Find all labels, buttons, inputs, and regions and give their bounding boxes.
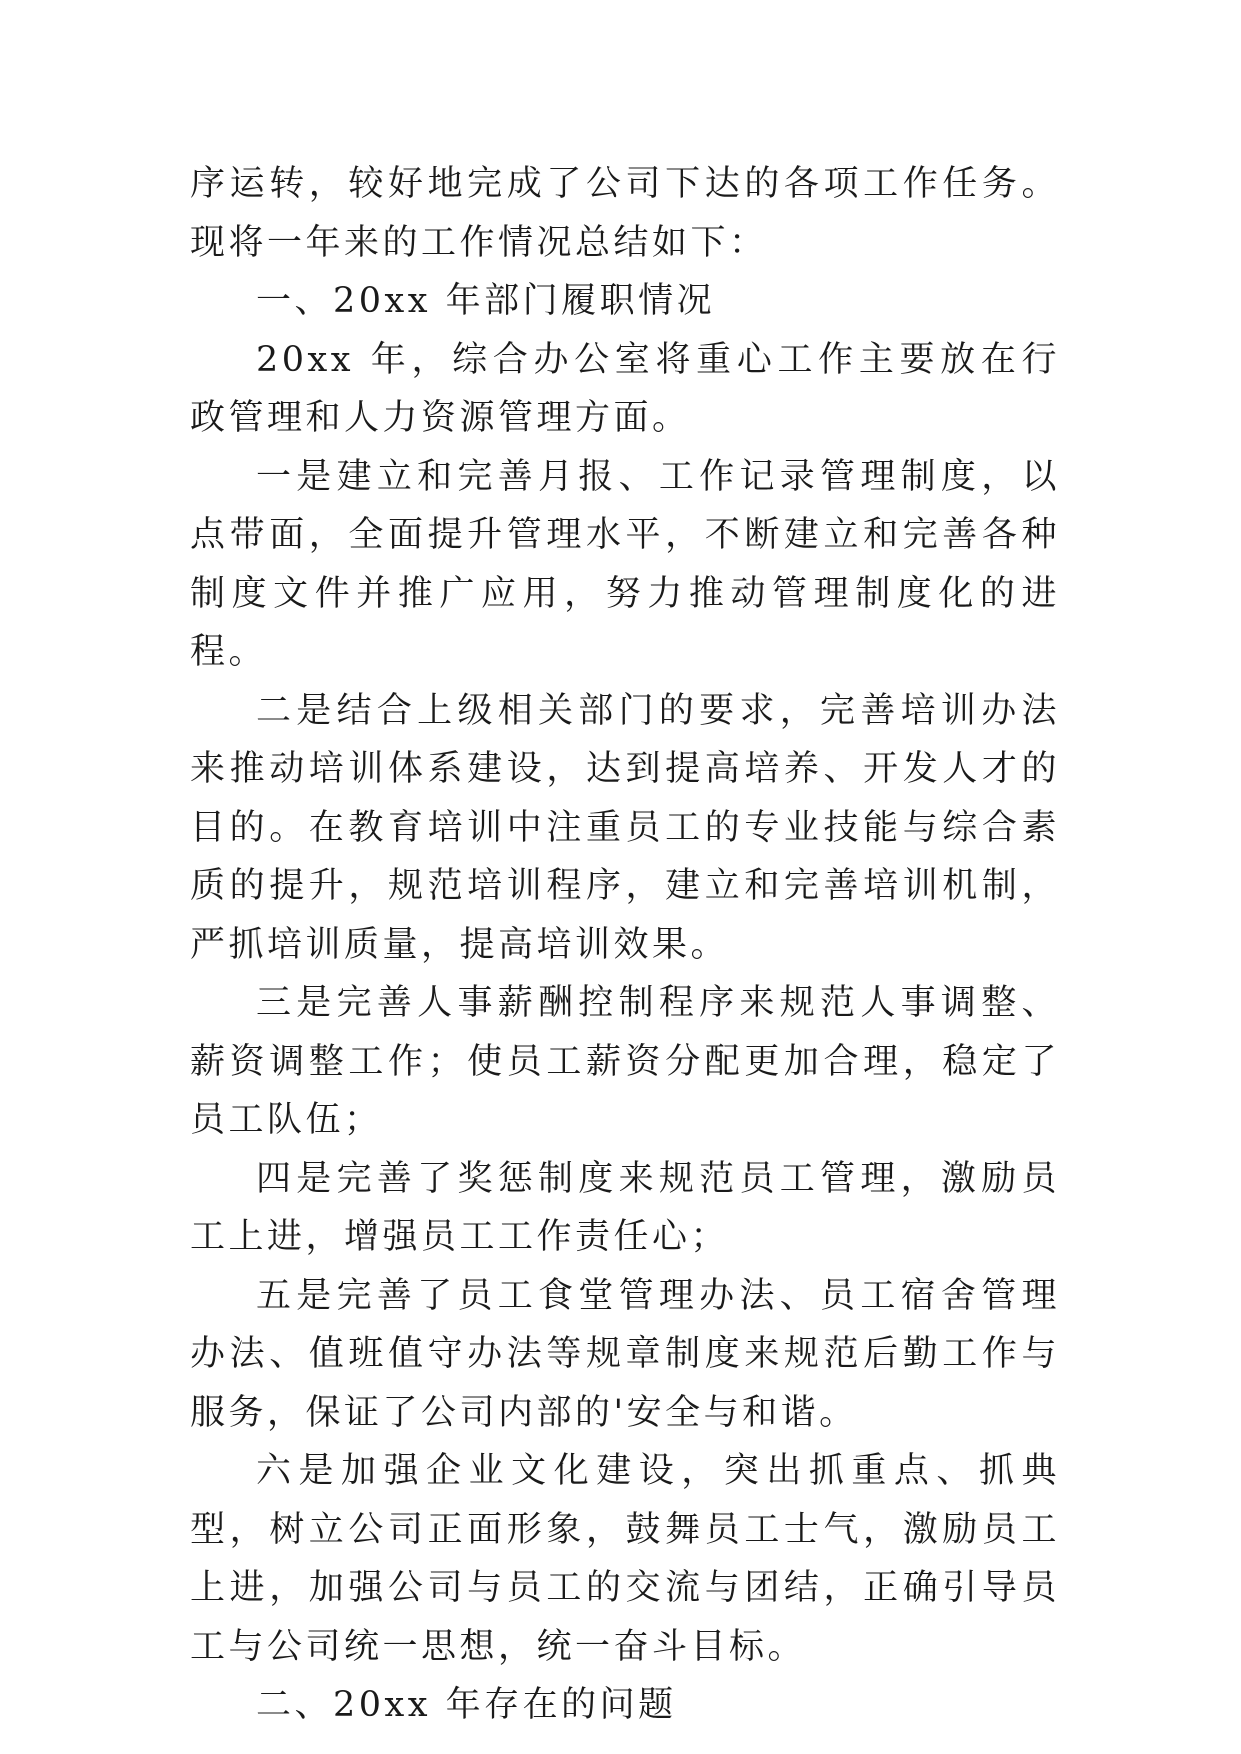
paragraph-item-5: 五是完善了员工食堂管理办法、员工宿舍管理办法、值班值守办法等规章制度来规范后勤工作与服务，保证了公司内部的'安全与和谐。 — [190, 1275, 1060, 1433]
section-heading-1: 一、20xx 年部门履职情况 — [256, 281, 716, 321]
paragraph-intro-continuation: 序运转，较好地完成了公司下达的各项工作任务。现将一年来的工作情况总结如下： — [190, 164, 1060, 263]
paragraph-overview: 20xx 年，综合办公室将重心工作主要放在行政管理和人力资源管理方面。 — [190, 339, 1060, 438]
paragraph-item-4: 四是完善了奖惩制度来规范员工管理，激励员工上进，增强员工工作责任心； — [190, 1158, 1060, 1257]
paragraph-item-6: 六是加强企业文化建设，突出抓重点、抓典型，树立公司正面形象，鼓舞员工士气，激励员工上进，加强公司与员工的交流与团结，正确引导员工与公司统一思想，统一奋斗目标。 — [190, 1451, 1060, 1667]
paragraph-item-2: 二是结合上级相关部门的要求，完善培训办法来推动培训体系建设，达到提高培养、开发人才的目的。在教育培训中注重员工的专业技能与综合素质的提升，规范培训程序，建立和完善培训机制，严抓培训质量，提高培训效果。 — [190, 690, 1060, 965]
paragraph-item-1: 一是建立和完善月报、工作记录管理制度，以点带面，全面提升管理水平，不断建立和完善各种制度文件并推广应用，努力推动管理制度化的进程。 — [190, 456, 1060, 672]
section-heading-2: 二、20xx 年存在的问题 — [256, 1685, 677, 1725]
paragraph-item-3: 三是完善人事薪酬控制程序来规范人事调整、薪资调整工作；使员工薪资分配更加合理，稳定了员工队伍； — [190, 983, 1060, 1140]
document-body — [190, 155, 1060, 1735]
